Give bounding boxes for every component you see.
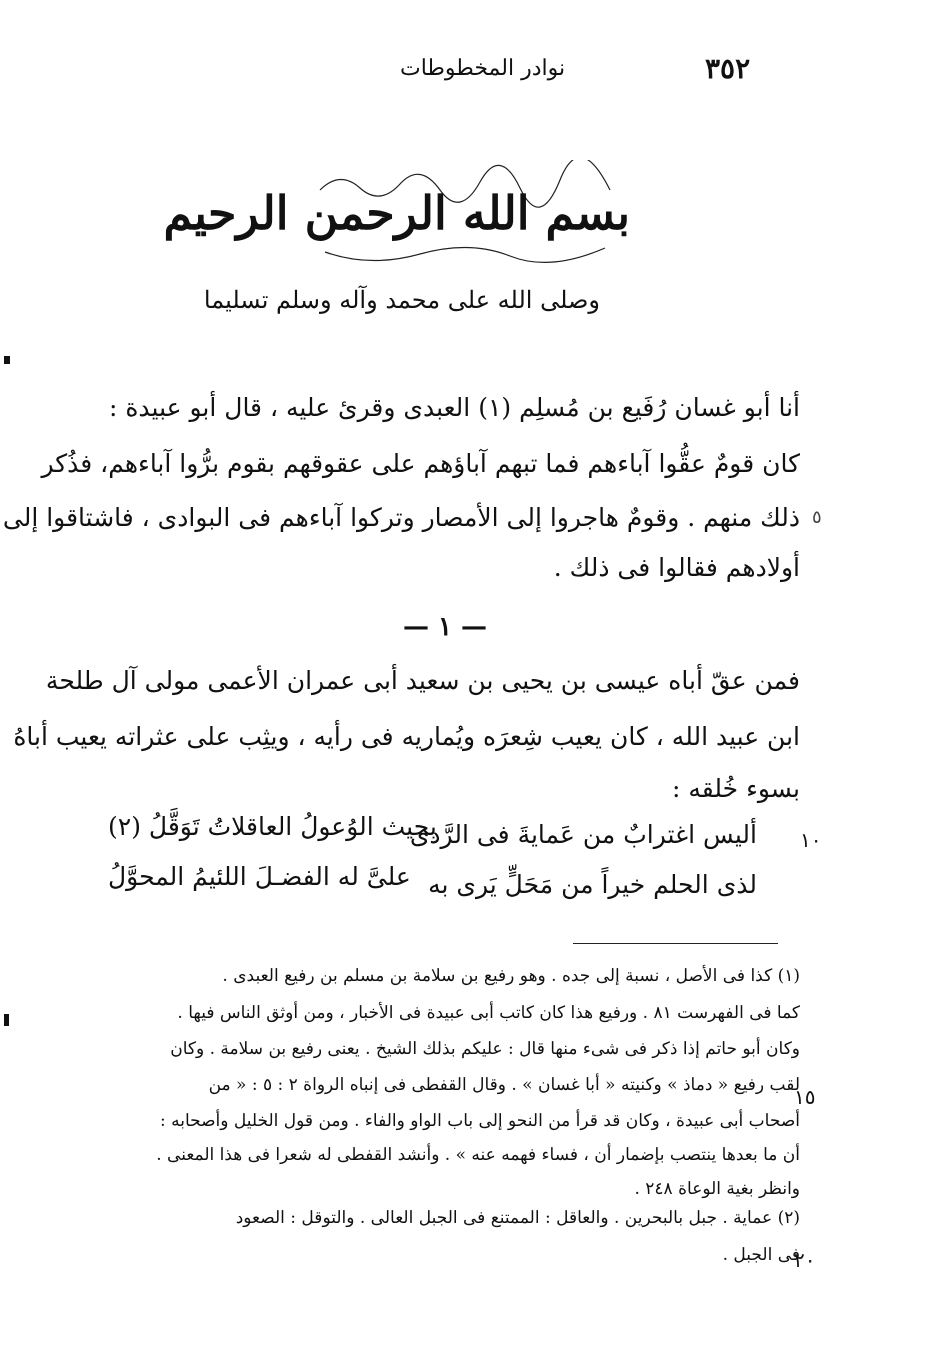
- footnote-line: (١) كذا فى الأصل ، نسبة إلى جده . وهو رفيع بن سلامة بن مسلم بن رفيع العبدى .: [222, 966, 800, 986]
- footnote-line: أصحاب أبى عبيدة ، وكان قد قرأ من النحو إلى باب الواو والفاء . ومن قول الخليل وأصحابه :: [159, 1111, 800, 1131]
- line-number: ١٠: [800, 828, 822, 852]
- basmala: بسم الله الرحمن الرحيم: [163, 186, 630, 240]
- running-title: نوادر المخطوطات: [400, 56, 566, 81]
- line-number: ٢٠: [794, 1248, 816, 1272]
- section-line: فمن عقّ أباه عيسى بن يحيى بن سعيد أبى عمران الأعمى مولى آل طلحة: [45, 666, 800, 695]
- section-heading: — ١ —: [402, 612, 488, 642]
- poem-hemistich-first: لذى الحلم خيراً من مَحَلٍّ يَرى به: [428, 870, 757, 899]
- poem-hemistich-second: بحيث الوُعولُ العاقلاتُ تَوَقَّلُ (٢): [108, 812, 437, 841]
- section-line: بسوء خُلقه :: [671, 774, 800, 803]
- footnote-line: كما فى الفهرست ٨١ . ورفيع هذا كان كاتب أبى عبيدة فى الأخبار ، ومن أوثق الناس فيها .: [177, 1003, 800, 1023]
- basmala-calligraphy: [163, 160, 630, 270]
- poem-hemistich-second: علىَّ له الفضـلَ اللئيمُ المحوَّلُ: [108, 862, 411, 891]
- footnote-rule: [573, 943, 778, 944]
- footnote-line: وكان أبو حاتم إذا ذكر فى شىء منها قال : عليكم بذلك الشيخ . يعنى رفيع بن سلامة . وكان: [170, 1039, 800, 1059]
- footnote-line: وانظر بغية الوعاة ٢٤٨ .: [634, 1179, 800, 1199]
- page-number: ٣٥٢: [705, 52, 751, 85]
- doxology: وصلى الله على محمد وآله وسلم تسليما: [203, 286, 600, 314]
- footnote-line: (٢) عماية . جبل بالبحرين . والعاقل : الممتنع فى الجبل العالى . والتوقل : الصعود: [235, 1208, 800, 1228]
- scan-speck: [4, 356, 10, 364]
- footnote-line: لقب رفيع « دماذ » وكنيته « أبا غسان » . وقال القفطى فى إنباه الرواة ٢ : ٥ : « من: [208, 1075, 800, 1095]
- footnote-line: أن ما بعدها ينتصب بإضمار أن ، فساء فهمه عنه » . وأنشد القفطى له شعرا فى هذا المعنى .: [156, 1145, 800, 1165]
- section-line: ابن عبيد الله ، كان يعيب شِعرَه ويُماريه فى رأيه ، ويثِب على عثراته يعيب أباهُ: [13, 722, 800, 751]
- intro-line: كان قومٌ عقُّوا آباءهم فما تبهم آباؤهم على عقوقهم بقوم برُّوا آباءهم، فذُكر: [41, 449, 800, 478]
- intro-line: أنا أبو غسان رُفَيع بن مُسلِم (١) العبدى وقرئ عليه ، قال أبو عبيدة :: [108, 393, 800, 422]
- line-number: ١٥: [794, 1085, 816, 1109]
- intro-line: أولادهم فقالوا فى ذلك .: [553, 553, 800, 582]
- footnote-line: فى الجبل .: [722, 1245, 800, 1265]
- poem-hemistich-first: أليس اغترابٌ من عَمايةَ فى الرَّدى: [409, 820, 757, 849]
- scan-speck: [4, 1014, 9, 1026]
- intro-line: ذلك منهم . وقومٌ هاجروا إلى الأمصار وتركوا آباءهم فى البوادى ، فاشتاقوا إلى: [2, 503, 800, 532]
- margin-mark: ٥: [812, 507, 822, 528]
